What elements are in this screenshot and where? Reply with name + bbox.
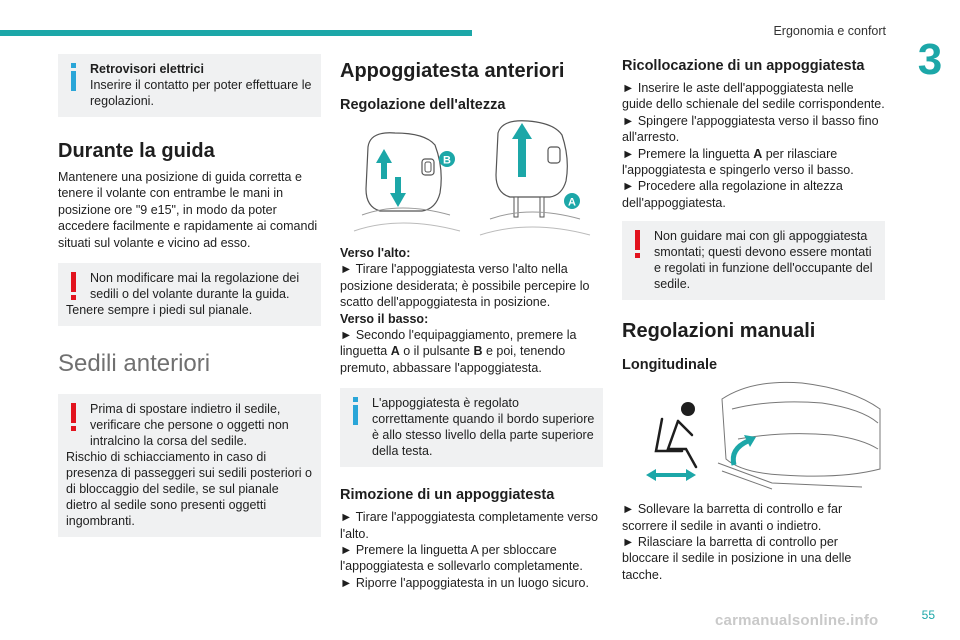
column-2 — [340, 54, 603, 591]
warning-icon — [632, 230, 644, 260]
warning-text: Non guidare mai con gli appoggiatesta smontati; questi devono essere montati e regolati in funzione dell'occupante del sedile. — [654, 229, 873, 292]
down-b: B — [473, 344, 483, 359]
info-note-headrest — [340, 388, 603, 467]
column-1 — [58, 54, 321, 537]
up-instructions — [340, 245, 603, 376]
refit-step — [622, 146, 885, 179]
note-text: Inserire il contatto per poter effettuare le regolazioni. — [90, 78, 312, 108]
removal-step: ► Riporre l'appoggiatesta in un luogo sicuro. — [340, 575, 589, 590]
down-a: A — [390, 344, 400, 359]
warning-icon — [68, 403, 80, 433]
warning-note-refit — [622, 221, 885, 300]
refit-step3-a: A — [753, 146, 763, 161]
info-icon — [350, 397, 362, 427]
warning-text-1: Non modificare mai la regolazione dei sedili o del volante durante la guida. — [90, 271, 300, 302]
refit-step: ► Spingere l'appoggiatesta verso il basso fino all'arresto. — [622, 113, 879, 145]
up-text: ► Tirare l'appoggiatesta verso l'alto nella posizione desiderata; è possibile percepire lo scatto dell'appoggiatesta in posizione. — [340, 262, 590, 310]
up-label: Verso l'alto: — [340, 246, 411, 260]
heading-front-seats: Sedili anteriori — [58, 350, 211, 378]
note-title: Retrovisori elettrici — [90, 62, 204, 76]
label-a: A — [568, 196, 576, 209]
removal-step: ► Tirare l'appoggiatesta completamente verso l'alto. — [340, 510, 598, 541]
warning-text-1: Prima di spostare indietro il sedile, verificare che persone o oggetti non intralcino la corsa del sedile. — [90, 402, 289, 449]
longitudinal-step: ► Rilasciare la barretta di controllo per bloccare il sedile in posizione in una delle tacche. — [622, 535, 852, 582]
warning-text-2: Rischio di schiacciamento in caso di presenza di passeggeri sui sedili posteriori o di bloccaggio del sedile, se sul pianale dietro al sedile sono presenti oggetti ingombranti. — [66, 450, 312, 529]
section-title: Ergonomia e confort — [773, 24, 886, 38]
heading-refit: Ricollocazione di un appoggiatesta — [622, 58, 865, 74]
heading-removal: Rimozione di un appoggiatesta — [340, 487, 555, 504]
info-note-mirrors — [58, 54, 321, 117]
refit-step3b: per rilasciare l'appoggiatesta e spingerlo verso il basso. — [622, 146, 854, 178]
down-text-2: o il pulsante — [399, 344, 474, 359]
removal-step: ► Premere la linguetta A per sbloccare l'appoggiatesta e sollevarlo completamente. — [340, 543, 583, 574]
seat-illustration — [622, 379, 885, 491]
refit-step: ► Inserire le aste dell'appoggiatesta nelle guide dello schienale del sedile corrispondente. — [622, 81, 885, 112]
warning-note-steering — [58, 263, 321, 326]
info-note-text: L'appoggiatesta è regolato correttamente quando il bordo superiore è allo stesso livello della parte superiore della testa. — [372, 396, 595, 459]
page-number: 55 — [921, 608, 935, 622]
seated-person-icon — [656, 402, 696, 467]
down-text-1: ► Secondo l'equipaggiamento, premere la linguetta — [340, 328, 577, 359]
column-3 — [622, 54, 885, 583]
longitudinal-step: ► Sollevare la barretta di controllo e far scorrere il sedile in avanti o indietro. — [622, 502, 843, 533]
down-text-3: e poi, tenendo premuto, abbassare l'appoggiatesta. — [340, 344, 566, 375]
seat-drawing — [718, 383, 880, 490]
watermark: carmanualsonline.info — [715, 612, 879, 629]
driving-paragraph: Mantenere una posizione di guida corretta e tenere il volante con entrambe le mani in posizione ore "9 e15", in modo da poter accedere facilmente e rapidamente ai comandi situati sul volante e vicino ad esso. — [58, 170, 318, 250]
warning-icon — [68, 272, 80, 302]
chapter-number: 3 — [917, 35, 943, 84]
refit-step: ► Procedere alla regolazione in altezza dell'appoggiatesta. — [622, 179, 843, 210]
heading-longitudinal: Longitudinale — [622, 357, 718, 374]
heading-height-adjustment: Regolazione dell'altezza — [340, 97, 506, 113]
warning-text-2: Tenere sempre i piedi sul pianale. — [66, 303, 253, 318]
heading-manual-adjustments: Regolazioni manuali — [622, 320, 816, 343]
heading-headrests: Appoggiatesta anteriori — [340, 60, 565, 82]
heading-driving: Durante la guida — [58, 140, 215, 162]
header-accent-bar — [0, 30, 472, 36]
headrest-left-drawing — [354, 133, 460, 231]
refit-step3a: ► Premere la linguetta — [622, 146, 754, 161]
down-label: Verso il basso: — [340, 311, 429, 326]
label-b: B — [443, 154, 451, 167]
headrest-right-drawing — [480, 121, 590, 235]
headrest-illustration — [340, 119, 603, 237]
warning-note-seats — [58, 394, 321, 537]
info-icon — [68, 63, 80, 93]
